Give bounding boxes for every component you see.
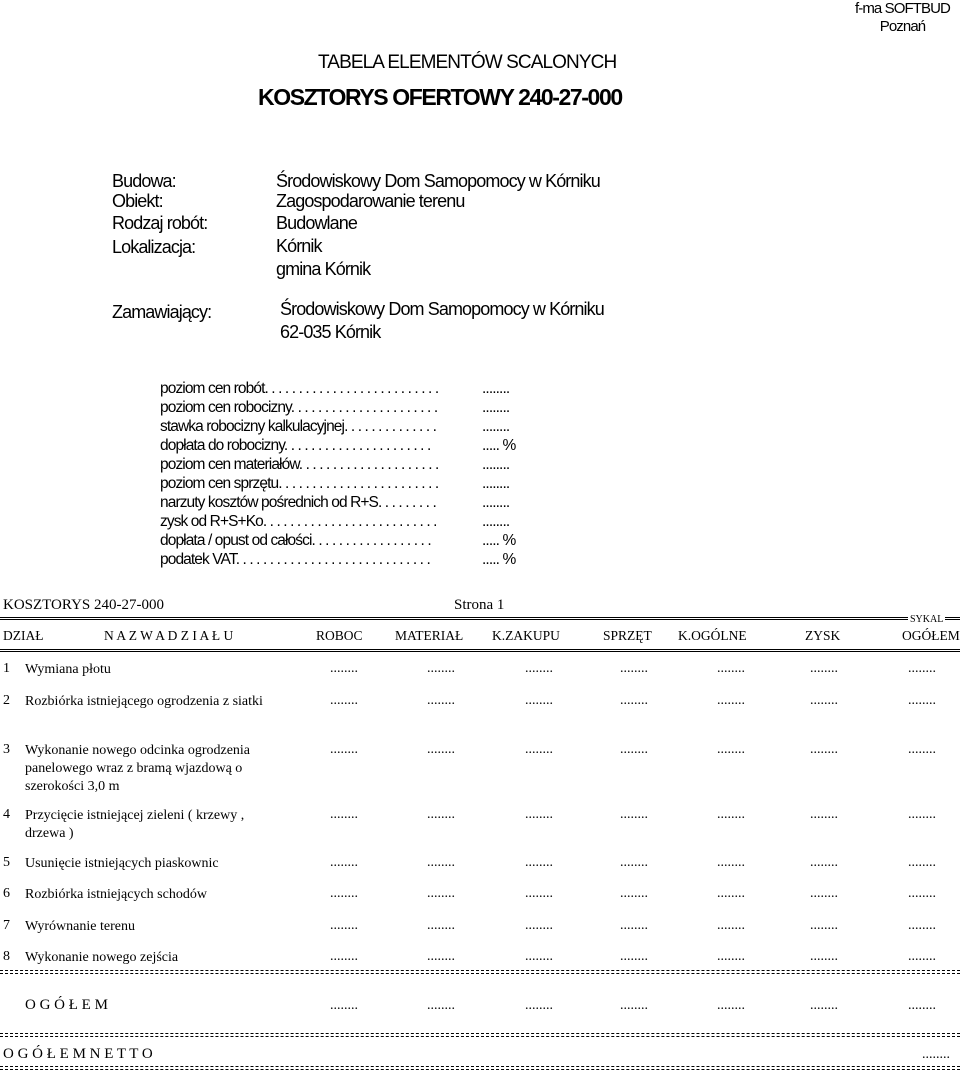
kogolne-value: ........ xyxy=(717,693,745,708)
firm-name xyxy=(855,0,950,36)
roboc-value: ........ xyxy=(330,918,358,933)
column-header: SPRZĘT xyxy=(603,628,652,643)
kogolne-value: ........ xyxy=(717,886,745,901)
row-name: Rozbiórka istniejącego ogrodzenia z siatki xyxy=(25,694,263,709)
row-number: 6 xyxy=(3,886,10,901)
roboc-value: ........ xyxy=(330,742,358,757)
total-label: O G Ó Ł E M xyxy=(25,997,108,1013)
separator xyxy=(0,1066,960,1067)
param-value: ..... % xyxy=(482,532,516,549)
param-value: ..... % xyxy=(482,551,516,568)
page-header-title: KOSZTORYS 240-27-000 xyxy=(3,597,164,613)
param-label: poziom cen materiałów. . . . . . . . . . . . . . . . . . . . . xyxy=(160,456,439,473)
sprzet-value: ........ xyxy=(620,949,648,964)
roboc-value: ........ xyxy=(330,949,358,964)
kogolne-value: ........ xyxy=(717,918,745,933)
row-number: 2 xyxy=(3,693,10,708)
budowa-value: Środowiskowy Dom Samopomocy w Kórniku xyxy=(276,171,600,191)
row-number: 1 xyxy=(3,661,10,676)
zysk-value: ........ xyxy=(810,949,838,964)
sprzet-value: ........ xyxy=(620,807,648,822)
row-name: Rozbiórka istniejących schodów xyxy=(25,887,207,902)
separator xyxy=(0,973,960,974)
zysk-value: ........ xyxy=(810,742,838,757)
firm-line1: f-ma SOFTBUD xyxy=(854,0,950,17)
material-value: ........ xyxy=(427,855,455,870)
column-header: ROBOC xyxy=(316,628,363,643)
material-value: ........ xyxy=(427,918,455,933)
kogolne-value: ........ xyxy=(717,742,745,757)
kogolne-value: ........ xyxy=(717,855,745,870)
sprzet-value: ........ xyxy=(620,742,648,757)
row-number: 7 xyxy=(3,918,10,933)
material-value: ........ xyxy=(427,693,455,708)
row-number: 8 xyxy=(3,949,10,964)
zysk-value: ........ xyxy=(810,661,838,676)
param-value: ........ xyxy=(482,494,510,511)
material-value: ........ xyxy=(427,742,455,757)
document-title: KOSZTORYS OFERTOWY 240-27-000 xyxy=(258,84,622,110)
row-name: Przycięcie istniejącej zieleni ( krzewy , drzewa ) xyxy=(25,808,245,841)
zysk-value: ........ xyxy=(810,693,838,708)
row-number: 5 xyxy=(3,855,10,870)
kzakupu-value: ........ xyxy=(525,742,553,757)
kogolne-value: ........ xyxy=(717,661,745,676)
param-label: poziom cen robocizny. . . . . . . . . . . . . . . . . . . . . . xyxy=(160,399,438,416)
ogolem-value: ........ xyxy=(908,886,936,901)
lokalizacja-label: Lokalizacja: xyxy=(112,237,196,257)
sprzet-value: ........ xyxy=(620,886,648,901)
budowa-label: Budowa: xyxy=(112,171,176,191)
kogolne-value: ........ xyxy=(717,807,745,822)
row-name: Wyrównanie terenu xyxy=(25,919,135,934)
row-number: 3 xyxy=(3,742,10,757)
sprzet-value: ........ xyxy=(620,693,648,708)
separator xyxy=(0,1036,960,1037)
material-value: ........ xyxy=(427,661,455,676)
kogolne-total: ........ xyxy=(717,998,745,1013)
column-header: DZIAŁ xyxy=(3,628,44,643)
row-name: Wykonanie nowego odcinka ogrodzenia panelowego wraz z bramą wjazdową o szerokości 3,0 m xyxy=(25,743,251,794)
column-header: N A Z W A D Z I A Ł U xyxy=(104,628,234,643)
roboc-value: ........ xyxy=(330,807,358,822)
material-total: ........ xyxy=(427,998,455,1013)
param-label: podatek VAT. . . . . . . . . . . . . . . . . . . . . . . . . . . . . xyxy=(160,551,430,568)
roboc-total: ........ xyxy=(330,998,358,1013)
zysk-total: ........ xyxy=(810,998,838,1013)
sprzet-value: ........ xyxy=(620,918,648,933)
header-rule xyxy=(0,649,960,652)
separator xyxy=(0,970,960,971)
kzakupu-value: ........ xyxy=(525,855,553,870)
ogolem-value: ........ xyxy=(908,807,936,822)
param-label: narzuty kosztów pośrednich od R+S. . . . . . . . . xyxy=(160,494,436,511)
row-name: Usunięcie istniejących piaskownic xyxy=(25,856,219,871)
param-label: zysk od R+S+Ko. . . . . . . . . . . . . . . . . . . . . . . . . . xyxy=(160,513,437,530)
param-label: poziom cen robót. . . . . . . . . . . . . . . . . . . . . . . . . . xyxy=(160,380,439,397)
zysk-value: ........ xyxy=(810,918,838,933)
separator xyxy=(0,1069,960,1070)
roboc-value: ........ xyxy=(330,693,358,708)
sykal-label: SYKAL xyxy=(910,614,944,625)
sprzet-total: ........ xyxy=(620,998,648,1013)
row-number: 4 xyxy=(3,807,10,822)
ogolem-value: ........ xyxy=(908,918,936,933)
roboc-value: ........ xyxy=(330,886,358,901)
table-title: TABELA ELEMENTÓW SCALONYCH xyxy=(318,52,617,73)
net-total-label: O G Ó Ł E M N E T T O xyxy=(3,1046,153,1062)
zysk-value: ........ xyxy=(810,886,838,901)
sprzet-value: ........ xyxy=(620,855,648,870)
param-value: ........ xyxy=(482,456,510,473)
param-value: ........ xyxy=(482,399,510,416)
ogolem-value: ........ xyxy=(908,742,936,757)
column-header: MATERIAŁ xyxy=(395,628,464,643)
lokalizacja-value-1: Kórnik xyxy=(276,236,322,256)
rodzaj-robot-value: Budowlane xyxy=(276,213,357,233)
param-label: poziom cen sprzętu. . . . . . . . . . . . . . . . . . . . . . . . xyxy=(160,475,439,492)
param-value: ........ xyxy=(482,418,510,435)
header-rule xyxy=(0,617,960,620)
row-name: Wymiana płotu xyxy=(25,662,111,677)
param-value: ........ xyxy=(482,380,510,397)
roboc-value: ........ xyxy=(330,661,358,676)
param-label: dopłata / opust od całości. . . . . . . . . . . . . . . . . . xyxy=(160,532,431,549)
kogolne-value: ........ xyxy=(717,949,745,964)
material-value: ........ xyxy=(427,949,455,964)
kzakupu-value: ........ xyxy=(525,886,553,901)
column-header: K.ZAKUPU xyxy=(492,628,560,643)
row-name: Wykonanie nowego zejścia xyxy=(25,950,179,965)
column-header: OGÓŁEM xyxy=(902,628,960,643)
param-value: ..... % xyxy=(482,437,516,454)
param-label: dopłata do robocizny. . . . . . . . . . . . . . . . . . . . . . xyxy=(160,437,431,454)
firm-line2: Poznań xyxy=(879,18,926,35)
kzakupu-value: ........ xyxy=(525,661,553,676)
sprzet-value: ........ xyxy=(620,661,648,676)
page-number: Strona 1 xyxy=(454,597,505,613)
kzakupu-value: ........ xyxy=(525,693,553,708)
ogolem-value: ........ xyxy=(908,855,936,870)
lokalizacja-value-2: gmina Kórnik xyxy=(276,259,371,279)
param-label: stawka robocizny kalkulacyjnej. . . . . . . . . . . . . . xyxy=(160,418,437,435)
zysk-value: ........ xyxy=(810,855,838,870)
column-header: K.OGÓLNE xyxy=(678,628,747,643)
roboc-value: ........ xyxy=(330,855,358,870)
kzakupu-value: ........ xyxy=(525,949,553,964)
zamawiajacy-value-1: Środowiskowy Dom Samopomocy w Kórniku xyxy=(280,299,604,319)
zamawiajacy-value-2: 62-035 Kórnik xyxy=(280,322,381,342)
zamawiajacy-label: Zamawiający: xyxy=(112,302,212,322)
kzakupu-value: ........ xyxy=(525,918,553,933)
ogolem-value: ........ xyxy=(908,693,936,708)
column-header: ZYSK xyxy=(805,628,841,643)
param-value: ........ xyxy=(482,513,510,530)
obiekt-value: Zagospodarowanie terenu xyxy=(276,191,465,211)
net-total-value: ........ xyxy=(922,1047,950,1062)
zysk-value: ........ xyxy=(810,807,838,822)
obiekt-label: Obiekt: xyxy=(112,191,163,211)
ogolem-value: ........ xyxy=(908,661,936,676)
material-value: ........ xyxy=(427,886,455,901)
ogolem-value: ........ xyxy=(908,949,936,964)
material-value: ........ xyxy=(427,807,455,822)
kzakupu-total: ........ xyxy=(525,998,553,1013)
kzakupu-value: ........ xyxy=(525,807,553,822)
separator xyxy=(0,1033,960,1034)
ogolem-total: ........ xyxy=(908,998,936,1013)
rodzaj-robot-label: Rodzaj robót: xyxy=(112,213,208,233)
param-value: ........ xyxy=(482,475,510,492)
